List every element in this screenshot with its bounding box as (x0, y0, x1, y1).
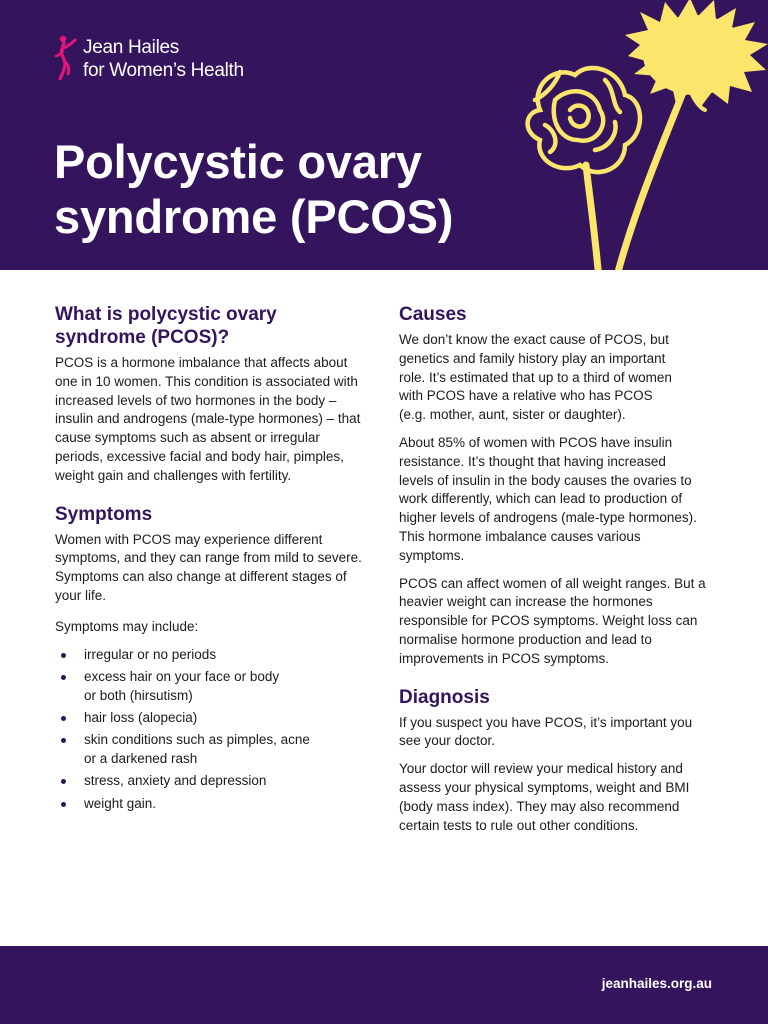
left-column (55, 303, 365, 817)
list-item-text: excess hair on your face or body or both (hirsutism) (84, 668, 280, 703)
list-item-text: hair loss (alopecia) (84, 709, 198, 725)
list-item (55, 668, 365, 706)
symptoms-list-intro: Symptoms may include: (55, 618, 199, 634)
website-link[interactable]: jeanhailes.org.au (601, 976, 712, 991)
right-column (399, 303, 719, 844)
bullet-icon (61, 675, 66, 680)
logo-text-line1: Jean Hailes (83, 37, 179, 58)
list-item (55, 772, 365, 791)
page-title: Polycystic ovary syndrome (PCOS) (54, 135, 454, 243)
causes-paragraph-1: We don’t know the exact cause of PCOS, but genetics and family history play an important role. It’s estimated that up to a third of women with PCOS have a relative who has PCOS (e.g. mother, aunt, sister or daughter). (399, 332, 672, 423)
header-banner (0, 0, 768, 270)
list-item (55, 646, 365, 665)
diagnosis-paragraph-1: If you suspect you have PCOS, it’s important you see your doctor. (399, 714, 693, 749)
causes-paragraph-3: PCOS can affect women of all weight ranges. But a heavier weight can increase the hormones responsible for PCOS symptoms. Weight loss can normalise hormone production and lead to improvements in PCOS symptoms. (399, 575, 706, 666)
what-is-pcos-text: PCOS is a hormone imbalance that affects about one in 10 women. This condition is associated with increased levels of two hormones in the body – insulin and androgens (male-type hormones) – that cause symptoms such as absent or irregular periods, excessive facial and body hair, pimples, weight gain and challenges with fertility. (55, 355, 361, 483)
diagnosis-heading: Diagnosis (399, 686, 490, 708)
yellow-flowers-illustration-icon (500, 0, 768, 270)
footer-banner (0, 946, 768, 1024)
symptoms-list (55, 646, 365, 814)
bullet-icon (61, 779, 66, 784)
list-item (55, 731, 365, 769)
bullet-icon (61, 802, 66, 807)
logo-text-line2: for Women’s Health (83, 60, 244, 81)
symptoms-heading: Symptoms (55, 503, 153, 525)
list-item (55, 709, 365, 728)
list-item (55, 795, 365, 814)
list-item-text: weight gain. (84, 795, 157, 811)
list-item-text: stress, anxiety and depression (84, 773, 267, 789)
symptoms-text: Women with PCOS may experience different symptoms, and they can range from mild to severe. Symptoms can also change at different stages of your life. (55, 531, 362, 603)
causes-heading: Causes (399, 304, 467, 325)
causes-paragraph-2: About 85% of women with PCOS have insulin resistance. It’s thought that having increased levels of insulin in the body causes the ovaries to work differently, which can lead to production of higher levels of androgens (male-type hormones). This hormone imbalance causes various symptoms. (399, 434, 697, 563)
list-item-text: irregular or no periods (84, 646, 217, 662)
list-item-text: skin conditions such as pimples, acne or a darkened rash (84, 732, 310, 767)
bullet-icon (61, 716, 66, 721)
diagnosis-paragraph-2: Your doctor will review your medical history and assess your physical symptoms, weight and BMI (body mass index). They may also recommend certain tests to rule out other conditions. (399, 761, 690, 833)
dancing-figure-logo-icon (54, 34, 82, 80)
bullet-icon (61, 738, 66, 743)
bullet-icon (61, 653, 66, 658)
what-is-pcos-heading: What is polycystic ovary syndrome (PCOS)? (55, 304, 277, 348)
jean-hailes-logo[interactable] (54, 34, 294, 84)
